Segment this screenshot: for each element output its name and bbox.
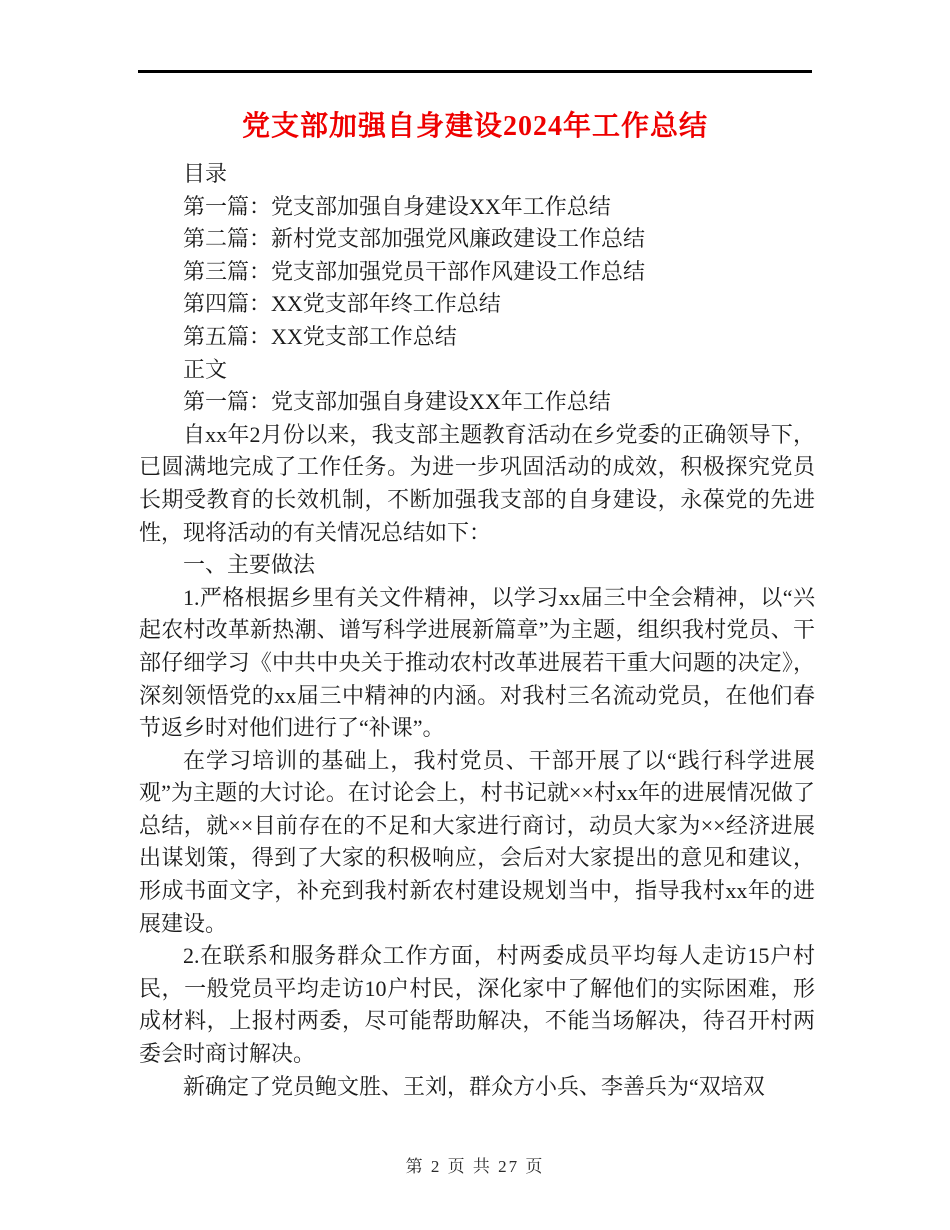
toc-item-2: 第二篇：新村党支部加强党风廉政建设工作总结 — [183, 226, 646, 252]
header-divider — [138, 70, 812, 73]
paragraph: 在学习培训的基础上，我村党员、干部开展了以“践行科学进展观”为主题的大讨论。在讨论会上，村书记就××村xx年的进展情况做了总结，就××目前存在的不足和大家进行商讨，动员大家为××经济进展出谋划策，得到了大家的积极响应，会后对大家提出的意见和建议，形成书面文字，补充到我村新农村建设规划当中，指导我村xx年的进展建设。 — [139, 747, 815, 936]
paragraph: 新确定了党员鲍文胜、王刘，群众方小兵、李善兵为“双培双 — [183, 1073, 765, 1099]
toc-item-4: 第四篇：XX党支部年终工作总结 — [183, 291, 501, 317]
toc-item-1: 第一篇：党支部加强自身建设XX年工作总结 — [183, 193, 611, 219]
main-text-heading: 正文 — [183, 356, 228, 382]
toc-heading: 目录 — [183, 161, 228, 186]
document-body — [139, 158, 815, 1103]
subsection-heading: 一、主要做法 — [183, 552, 316, 578]
paragraph: 2.在联系和服务群众工作方面，村两委成员平均每人走访15户村民，一般党员平均走访10户村民，深化家中了解他们的实际困难，形成材料，上报村两委，尽可能帮助解决，不能当场解决，待召开村两委会时商讨解决。 — [139, 943, 815, 1067]
section-heading: 第一篇：党支部加强自身建设XX年工作总结 — [183, 389, 611, 415]
document-title: 党支部加强自身建设2024年工作总结 — [241, 111, 708, 142]
toc-item-3: 第三篇：党支部加强党员干部作风建设工作总结 — [183, 258, 646, 284]
paragraph: 1.严格根据乡里有关文件精神，以学习xx届三中全会精神，以“兴起农村改革新热潮、谱写科学进展新篇章”为主题，组织我村党员、干部仔细学习《中共中央关于推动农村改革进展若干重大问题的决定》，深刻领悟党的xx届三中精神的内涵。对我村三名流动党员，在他们春节返乡时对他们进行了“补课”。 — [139, 584, 815, 741]
paragraph: 自xx年2月份以来，我支部主题教育活动在乡党委的正确领导下，已圆满地完成了工作任务。为进一步巩固活动的成效，积极探究党员长期受教育的长效机制，不断加强我支部的自身建设，永葆党的先进性，现将活动的有关情况总结如下： — [139, 421, 815, 545]
toc-item-5: 第五篇：XX党支部工作总结 — [183, 323, 457, 349]
page-number-footer: 第 2 页 共 27 页 — [405, 1157, 545, 1176]
